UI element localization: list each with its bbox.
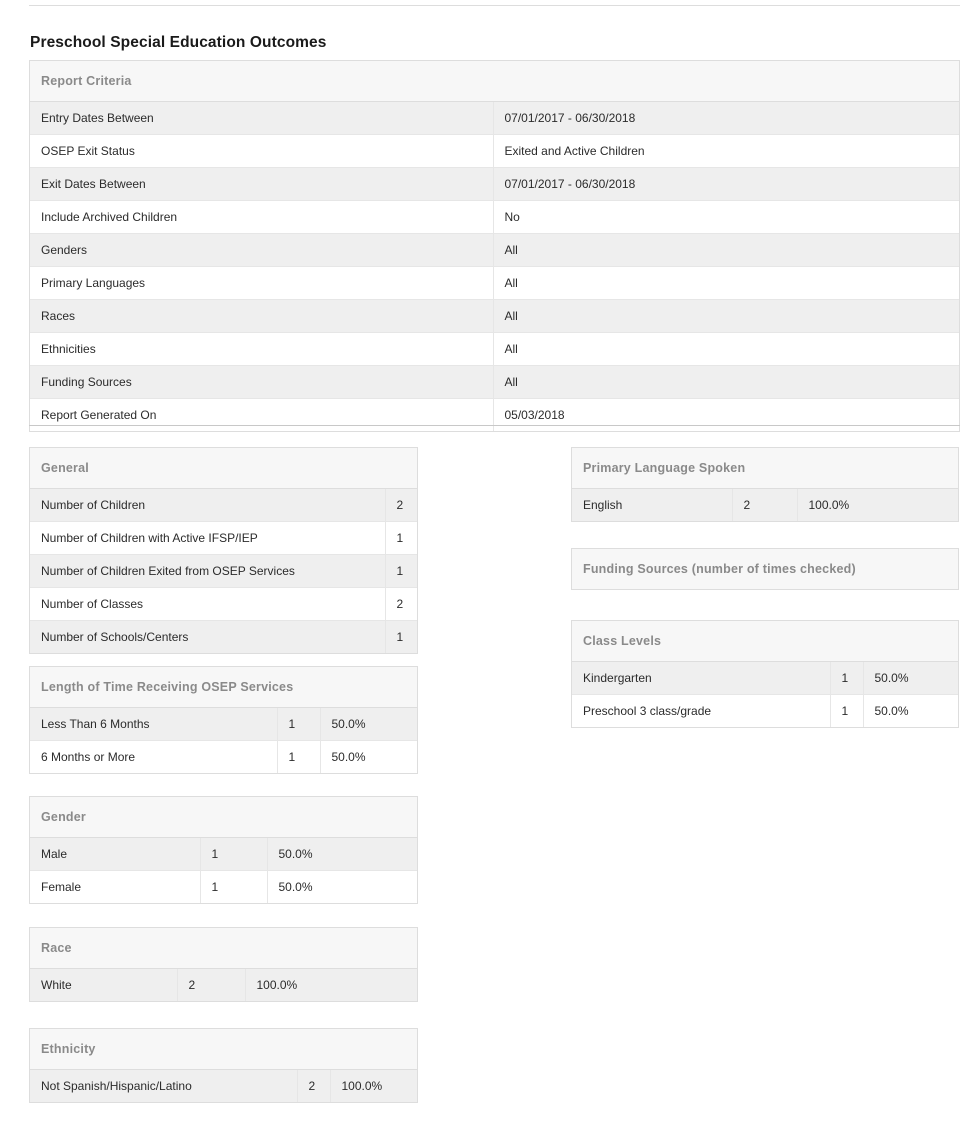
- class-level-label-cell: Preschool 3 class/grade: [572, 695, 830, 728]
- criteria-label-cell: Entry Dates Between: [30, 102, 493, 135]
- table-row: [30, 555, 417, 588]
- gender-label-cell: Male: [30, 838, 200, 871]
- criteria-label-cell: Include Archived Children: [30, 201, 493, 234]
- general-label-cell: Number of Schools/Centers: [30, 621, 385, 654]
- table-row: [30, 366, 959, 399]
- gender-count-cell: 1: [200, 871, 267, 904]
- report-criteria-body: [30, 102, 959, 432]
- ethnicity-label-cell: Not Spanish/Hispanic/Latino: [30, 1070, 297, 1103]
- section-divider: [29, 425, 960, 426]
- class-levels-body: [572, 662, 958, 728]
- criteria-value-cell: No: [493, 201, 959, 234]
- primary-language-body: [572, 489, 958, 522]
- length-label-cell: 6 Months or More: [30, 741, 277, 774]
- length-percent-cell: 50.0%: [320, 708, 417, 741]
- length-of-time-body: [30, 708, 417, 774]
- class-levels-caption: Class Levels: [572, 621, 958, 662]
- general-count-cell: 1: [385, 621, 417, 654]
- table-row: [30, 621, 417, 654]
- table-row: [572, 662, 958, 695]
- gender-caption: Gender: [30, 797, 417, 838]
- table-row: [30, 201, 959, 234]
- table-row: [30, 234, 959, 267]
- table-row: [30, 969, 417, 1002]
- table-row: [30, 102, 959, 135]
- length-count-cell: 1: [277, 708, 320, 741]
- general-caption: General: [30, 448, 417, 489]
- criteria-value-cell: All: [493, 333, 959, 366]
- ethnicity-table: [29, 1028, 418, 1103]
- criteria-label-cell: Exit Dates Between: [30, 168, 493, 201]
- race-body: [30, 969, 417, 1002]
- criteria-label-cell: Ethnicities: [30, 333, 493, 366]
- criteria-value-cell: Exited and Active Children: [493, 135, 959, 168]
- primary-language-table: [571, 447, 959, 522]
- criteria-value-cell: All: [493, 234, 959, 267]
- general-body: [30, 489, 417, 654]
- ethnicity-percent-cell: 100.0%: [330, 1070, 417, 1103]
- table-row: [30, 871, 417, 904]
- criteria-value-cell: 07/01/2017 - 06/30/2018: [493, 168, 959, 201]
- general-label-cell: Number of Children: [30, 489, 385, 522]
- race-percent-cell: 100.0%: [245, 969, 417, 1002]
- gender-percent-cell: 50.0%: [267, 838, 417, 871]
- class-levels-table: [571, 620, 959, 728]
- length-label-cell: Less Than 6 Months: [30, 708, 277, 741]
- class-level-label-cell: Kindergarten: [572, 662, 830, 695]
- table-row: [30, 300, 959, 333]
- page-title: Preschool Special Education Outcomes: [30, 34, 327, 52]
- table-row: [572, 489, 958, 522]
- funding-sources-table: [571, 548, 959, 590]
- report-criteria-caption: Report Criteria: [30, 61, 959, 102]
- criteria-label-cell: Funding Sources: [30, 366, 493, 399]
- criteria-label-cell: Report Generated On: [30, 399, 493, 432]
- ethnicity-body: [30, 1070, 417, 1103]
- class-level-count-cell: 1: [830, 662, 863, 695]
- race-label-cell: White: [30, 969, 177, 1002]
- class-level-percent-cell: 50.0%: [863, 695, 958, 728]
- language-label-cell: English: [572, 489, 732, 522]
- criteria-label-cell: Races: [30, 300, 493, 333]
- criteria-value-cell: All: [493, 366, 959, 399]
- general-label-cell: Number of Classes: [30, 588, 385, 621]
- table-row: [30, 522, 417, 555]
- table-row: [30, 1070, 417, 1103]
- table-row: [30, 267, 959, 300]
- general-label-cell: Number of Children Exited from OSEP Services: [30, 555, 385, 588]
- criteria-label-cell: OSEP Exit Status: [30, 135, 493, 168]
- top-divider: [29, 5, 960, 6]
- class-level-percent-cell: 50.0%: [863, 662, 958, 695]
- table-row: [572, 695, 958, 728]
- language-percent-cell: 100.0%: [797, 489, 958, 522]
- gender-percent-cell: 50.0%: [267, 871, 417, 904]
- table-row: [30, 838, 417, 871]
- race-caption: Race: [30, 928, 417, 969]
- table-row: [30, 489, 417, 522]
- general-count-cell: 1: [385, 555, 417, 588]
- criteria-value-cell: 07/01/2017 - 06/30/2018: [493, 102, 959, 135]
- gender-body: [30, 838, 417, 904]
- length-percent-cell: 50.0%: [320, 741, 417, 774]
- ethnicity-count-cell: 2: [297, 1070, 330, 1103]
- ethnicity-caption: Ethnicity: [30, 1029, 417, 1070]
- criteria-value-cell: All: [493, 300, 959, 333]
- race-table: [29, 927, 418, 1002]
- table-row: [30, 399, 959, 432]
- criteria-value-cell: 05/03/2018: [493, 399, 959, 432]
- gender-label-cell: Female: [30, 871, 200, 904]
- race-count-cell: 2: [177, 969, 245, 1002]
- language-count-cell: 2: [732, 489, 797, 522]
- table-row: [30, 168, 959, 201]
- general-count-cell: 2: [385, 588, 417, 621]
- table-row: [30, 588, 417, 621]
- criteria-label-cell: Genders: [30, 234, 493, 267]
- table-row: [30, 333, 959, 366]
- general-count-cell: 1: [385, 522, 417, 555]
- table-row: [30, 135, 959, 168]
- criteria-value-cell: All: [493, 267, 959, 300]
- length-of-time-caption: Length of Time Receiving OSEP Services: [30, 667, 417, 708]
- funding-sources-caption: Funding Sources (number of times checked): [572, 549, 958, 589]
- report-criteria-table: [29, 60, 960, 432]
- table-row: [30, 708, 417, 741]
- general-count-cell: 2: [385, 489, 417, 522]
- length-count-cell: 1: [277, 741, 320, 774]
- primary-language-caption: Primary Language Spoken: [572, 448, 958, 489]
- table-row: [30, 741, 417, 774]
- length-of-time-table: [29, 666, 418, 774]
- general-table: [29, 447, 418, 654]
- gender-count-cell: 1: [200, 838, 267, 871]
- general-label-cell: Number of Children with Active IFSP/IEP: [30, 522, 385, 555]
- class-level-count-cell: 1: [830, 695, 863, 728]
- criteria-label-cell: Primary Languages: [30, 267, 493, 300]
- gender-table: [29, 796, 418, 904]
